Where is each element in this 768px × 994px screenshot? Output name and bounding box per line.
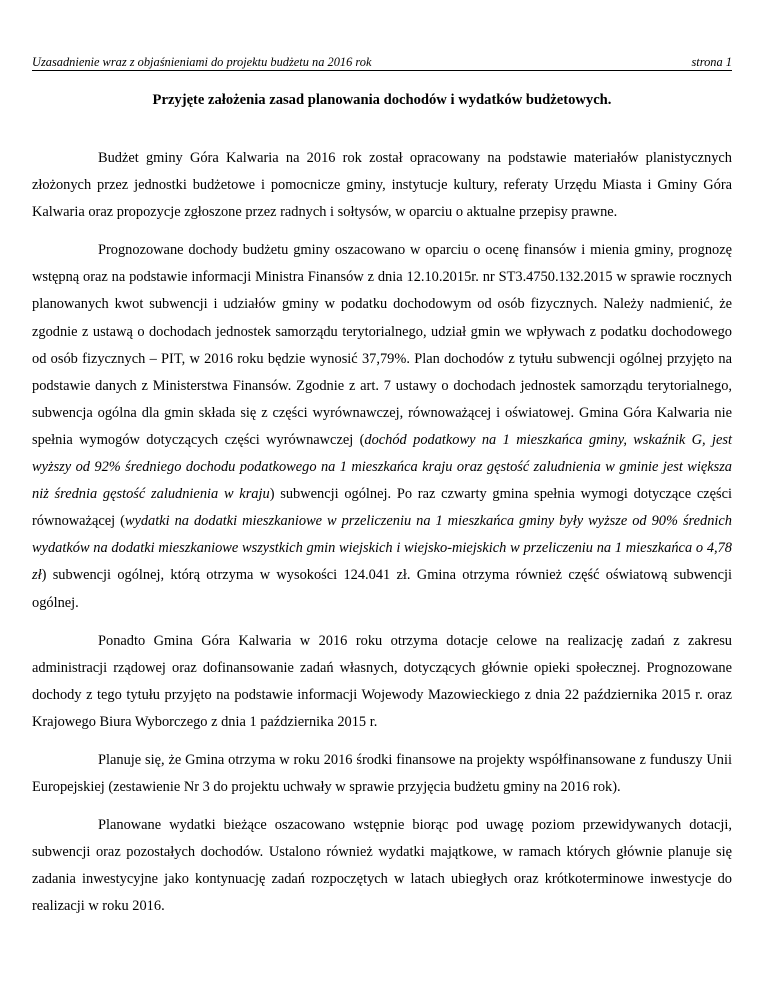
paragraph-italic-segment: dochód podatkowy na 1 mieszkańca gminy, wskaźnik G, jest wyższy od 92% średniego dochodu podatkowego na 1 mieszkańca kraju oraz gęstość zaludnienia w gminie jest większa niż średnia gęstość zaludnienia w kraju xyxy=(32,431,732,503)
paragraph-revenue-forecast xyxy=(32,237,732,616)
page-header xyxy=(32,52,732,71)
header-page-number: strona 1 xyxy=(691,55,732,69)
paragraph-text-segment: ) subwencji ogólnej, którą otrzyma w wysokości 124.041 zł. Gmina otrzyma również część oświatową subwencji ogólnej. xyxy=(32,567,732,611)
paragraph-targeted-grants: Ponadto Gmina Góra Kalwaria w 2016 roku otrzyma dotacje celowe na realizację zadań z zakresu administracji rządowej oraz dofinansowanie zadań własnych, dotyczących głównie opieki społecznej. Prognozowane dochody z tego tytułu przyjęto na podstawie informacji Wojewody Mazowieckiego z dnia 22 października 2015 r. oraz Krajowego Biura Wyborczego z dnia 1 października 2015 r. xyxy=(32,632,732,730)
paragraph-planned-expenditures: Planowane wydatki bieżące oszacowano wstępnie biorąc pod uwagę poziom przewidywanych dotacji, subwencji oraz pozostałych dochodów. Ustalono również wydatki majątkowe, w ramach których głównie planuje się zadania inwestycyjne jako kontynuację zadań rozpoczętych w latach ubiegłych oraz krótkoterminowe inwestycje do realizacji w roku 2016. xyxy=(32,817,732,915)
paragraph-budget-basis: Budżet gminy Góra Kalwaria na 2016 rok został opracowany na podstawie materiałów planistycznych złożonych przez jednostki budżetowe i pomocnicze gminy, instytucje kultury, referaty Urzędu Miasta i Gminy Góra Kalwaria oraz propozycje zgłoszone przez radnych i sołtysów, w oparciu o aktualne przepisy prawne. xyxy=(32,150,732,221)
section-title: Przyjęte założenia zasad planowania dochodów i wydatków budżetowych. xyxy=(152,92,612,108)
header-document-title: Uzasadnienie wraz z objaśnieniami do projektu budżetu na 2016 rok xyxy=(32,55,372,69)
paragraph-text-segment: Prognozowane dochody budżetu gminy oszacowano w oparciu o ocenę finansów i mienia gminy, prognozę wstępną oraz na podstawie informacji Ministra Finansów z dnia 12.10.2015r. nr ST3.4750.132.2015 w sprawie rocznych planowanych kwot subwencji i udziałów gminy w podatku dochodowym od osób fizycznych. Należy nadmienić, że zgodnie z ustawą o dochodach jednostek samorządu terytorialnego, udział gmin we wpływach z podatku dochodowego od osób fizycznych – PIT, w 2016 roku będzie wynosić 37,79%. Plan dochodów z tytułu subwencji ogólnej przyjęto na podstawie danych z Ministerstwa Finansów. Zgodnie z art. 7 ustawy o dochodach jednostek samorządu terytorialnego, subwencja ogólna dla gmin składa się z części wyrównawczej, równoważącej i oświatowej. Gmina Góra Kalwaria nie spełnia wymogów dotyczących części wyrównawczej ( xyxy=(32,242,732,448)
document-body xyxy=(32,145,732,932)
paragraph-italic-segment: wydatki na dodatki mieszkaniowe w przeliczeniu na 1 mieszkańca gminy były wyższe od 90% średnich wydatków na dodatki mieszkaniowe wszystkich gmin wiejskich i wiejsko-miejskich w przeliczeniu na 1 mieszkańca o 4,78 zł xyxy=(32,513,732,584)
paragraph-text-segment: ) subwencji ogólnej. Po raz czwarty gmina spełnia wymogi dotyczące części równoważącej ( xyxy=(32,486,732,530)
paragraph-eu-funds: Planuje się, że Gmina otrzyma w roku 2016 środki finansowe na projekty współfinansowane z funduszy Unii Europejskiej (zestawienie Nr 3 do projektu uchwały w sprawie przyjęcia budżetu gminy na 2016 rok). xyxy=(32,751,732,796)
